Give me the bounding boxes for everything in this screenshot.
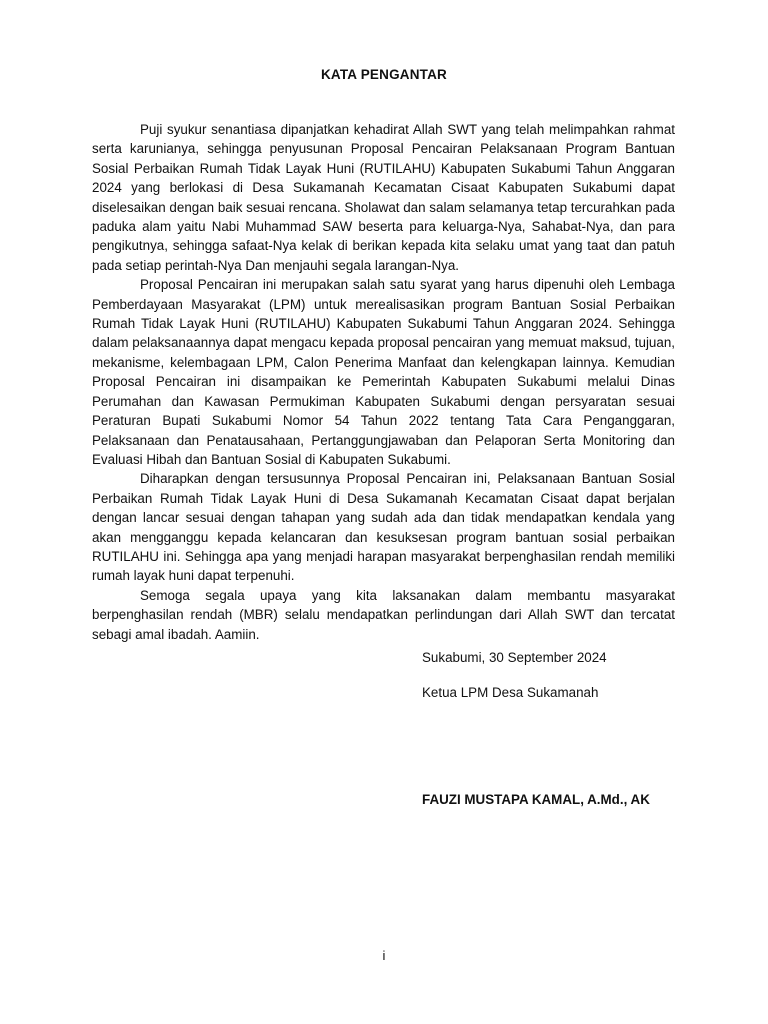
paragraph-3: Diharapkan dengan tersusunnya Proposal Pencairan ini, Pelaksanaan Bantuan Sosial Perbaikan Rumah Tidak Layak Huni di Desa Sukamanah Kecamatan Cisaat dapat berjalan dengan lancar sesuai dengan tahapan yang sudah ada dan tidak mendapatkan kendala yang akan mengganggu kepada kelancaran dan kesuksesan program bantuan sosial perbaikan RUTILAHU ini. Sehingga apa yang menjadi harapan masyarakat berpenghasilan rendah memiliki rumah layak huni dapat terpenuhi. <box>92 471 675 584</box>
page-title: KATA PENGANTAR <box>320 67 448 82</box>
body-text <box>92 120 675 644</box>
signature-name: FAUZI MUSTAPA KAMAL, A.Md., AK <box>422 792 650 807</box>
paragraph-4: Semoga segala upaya yang kita laksanakan dalam membantu masyarakat berpenghasilan rendah (MBR) selalu mendapatkan perlindungan dari Allah SWT dan tercatat sebagi amal ibadah. Aamiin. <box>92 587 675 642</box>
page-number: i <box>382 948 386 963</box>
paragraph-2: Proposal Pencairan ini merupakan salah satu syarat yang harus dipenuhi oleh Lembaga Pemberdayaan Masyarakat (LPM) untuk merealisasikan program Bantuan Sosial Perbaikan Rumah Tidak Layak Huni (RUTILAHU) Kabupaten Sukabumi Tahun Anggaran 2024. Sehingga dalam pelaksanaannya dapat mengacu kepada proposal pencairan yang memuat maksud, tujuan, mekanisme, kelembagaan LPM, Calon Penerima Manfaat dan kelengkapan lainnya. Kemudian Proposal Pencairan ini disampaikan ke Pemerintah Kabupaten Sukabumi melalui Dinas Perumahan dan Kawasan Permukiman Kabupaten Sukabumi dengan persyaratan sesuai Peraturan Bupati Sukabumi Nomor 54 Tahun 2022 tentang Tata Cara Penganggaran, Pelaksanaan dan Penatausahaan, Pertanggungjawaban dan Pelaporan Serta Monitoring dan Evaluasi Hibah dan Bantuan Sosial di Kabupaten Sukabumi. <box>92 277 675 467</box>
signature-place-date: Sukabumi, 30 September 2024 <box>422 650 607 665</box>
paragraph-1: Puji syukur senantiasa dipanjatkan kehadirat Allah SWT yang telah melimpahkan rahmat serta karunianya, sehingga penyusunan Proposal Pencairan Pelaksanaan Program Bantuan Sosial Perbaikan Rumah Tidak Layak Huni (RUTILAHU) Kabupaten Sukabumi Tahun Anggaran 2024 yang berlokasi di Desa Sukamanah Kecamatan Cisaat Kabupaten Sukabumi dapat diselesaikan dengan baik sesuai rencana. Sholawat dan salam selamanya tetap tercurahkan pada paduka alam yaitu Nabi Muhammad SAW beserta para keluarga-Nya, Sahabat-Nya, dan para pengikutnya, sehingga safaat-Nya kelak di berikan kepada kita selaku umat yang taat dan patuh pada setiap perintah-Nya Dan menjauhi segala larangan-Nya. <box>92 122 675 273</box>
signature-role: Ketua LPM Desa Sukamanah <box>422 685 599 700</box>
